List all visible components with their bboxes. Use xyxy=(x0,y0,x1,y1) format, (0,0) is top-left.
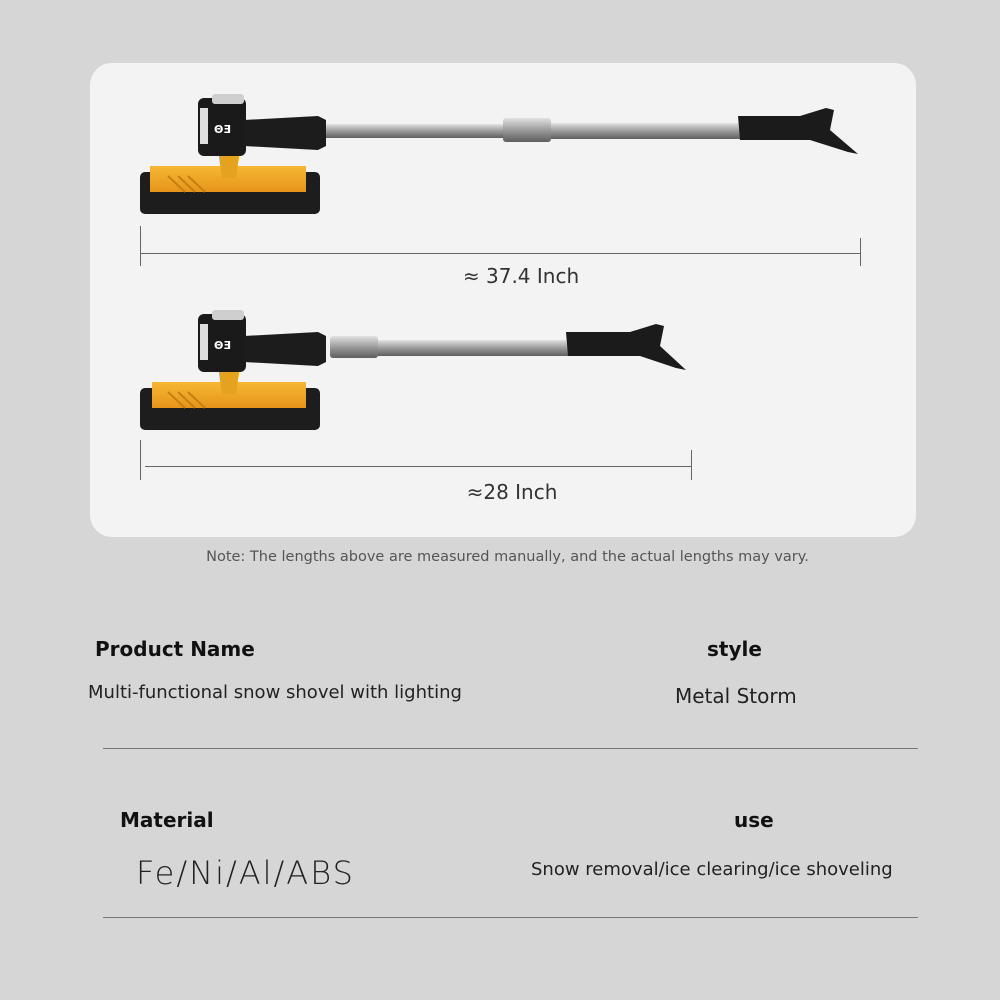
pole xyxy=(378,340,570,356)
handle-grip xyxy=(244,332,326,366)
outer-pole xyxy=(551,123,741,139)
dimension-tick-right-long xyxy=(860,238,861,266)
length-extended-label: ≈ 37.4 Inch xyxy=(462,264,580,288)
measurement-note: Note: The lengths above are measured manually, and the actual lengths may vary. xyxy=(206,549,809,565)
ice-scraper xyxy=(566,324,686,370)
style-label: style xyxy=(707,637,762,661)
inner-pole xyxy=(326,124,504,138)
handle-grip xyxy=(244,116,326,150)
use-label: use xyxy=(734,808,774,832)
lock-collar xyxy=(503,118,551,142)
dimension-tick-left-short xyxy=(140,440,141,480)
dimension-line-long xyxy=(140,253,861,254)
extended-tool xyxy=(140,94,858,214)
divider-top xyxy=(103,748,918,749)
material-label: Material xyxy=(120,808,214,832)
ice-scraper xyxy=(738,108,858,154)
style-value: Metal Storm xyxy=(675,684,797,708)
product-name-label: Product Name xyxy=(95,637,255,661)
dimension-tick-right-short xyxy=(691,450,692,480)
material-value: Fe/Ni/Al/ABS xyxy=(136,854,355,892)
use-value: Snow removal/ice clearing/ice shoveling xyxy=(531,859,893,880)
svg-text:ΘƎ: ΘƎ xyxy=(214,339,231,352)
product-name-value: Multi-functional snow shovel with lighting xyxy=(88,682,462,703)
retracted-tool xyxy=(140,310,686,430)
dimension-line-short xyxy=(145,466,692,467)
length-retracted-label: ≈28 Inch xyxy=(466,480,558,504)
lock-collar xyxy=(330,336,378,358)
dimension-tick-left-long xyxy=(140,226,141,266)
svg-text:ΘƎ: ΘƎ xyxy=(214,123,231,136)
divider-bottom xyxy=(103,917,918,918)
